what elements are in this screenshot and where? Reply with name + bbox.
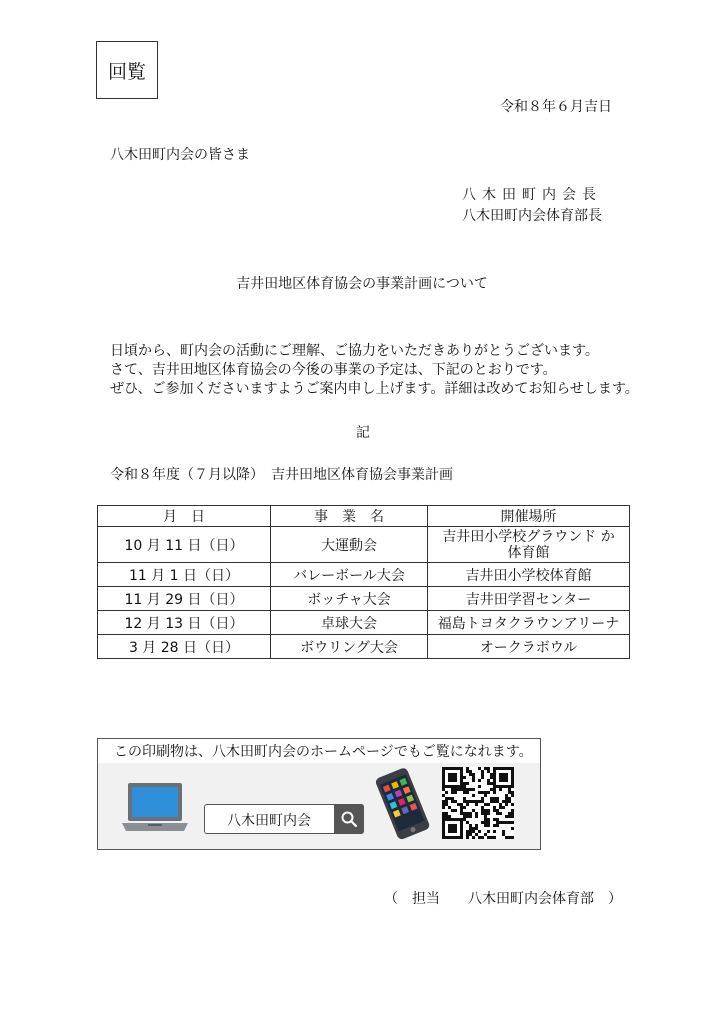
table-row — [98, 587, 630, 611]
cell-event: ボッチャ大会 — [271, 587, 428, 611]
cell-event: バレーボール大会 — [271, 563, 428, 587]
sender-sports-dept: 八木田町内会体育部長 — [462, 208, 602, 224]
cell-date: 11 月 29 日（日） — [98, 587, 271, 611]
cell-date: 11 月 1 日（日） — [98, 563, 271, 587]
cell-event: 大運動会 — [271, 527, 428, 563]
cell-venue: オークラボウル — [428, 635, 630, 659]
addressee: 八木田町内会の皆さま — [110, 147, 250, 163]
cell-event: ボウリング大会 — [271, 635, 428, 659]
banner-text: この印刷物は、八木田町内会のホームページでもご覧になれます。 — [114, 744, 533, 760]
search-icon — [340, 810, 358, 828]
footer-contact: （ 担当 八木田町内会体育部 ） — [384, 891, 622, 907]
table-row — [98, 611, 630, 635]
cell-venue: 吉井田学習センター — [428, 587, 630, 611]
banner-graphic-area — [98, 763, 540, 849]
cell-venue: 吉井田小学校グラウンド か 体育館 — [428, 527, 630, 563]
header-event: 事 業 名 — [271, 506, 428, 527]
circulation-stamp: 回覧 — [96, 41, 158, 99]
header-venue: 開催場所 — [428, 506, 630, 527]
body-line-3: ぜひ、ご参加くださいますようご案内申し上げます。詳細は改めてお知らせします。 — [110, 381, 639, 397]
header-date: 月 日 — [98, 506, 271, 527]
schedule-table — [97, 505, 630, 659]
smartphone-icon — [372, 767, 432, 843]
ki-heading: 記 — [356, 425, 370, 441]
document-title: 吉井田地区体育協会の事業計画について — [236, 276, 488, 292]
search-input-value: 八木田町内会 — [227, 813, 311, 829]
body-line-1: 日頃から、町内会の活動にご理解、ご協力をいただきありがとうございます。 — [110, 343, 599, 359]
cell-date: 10 月 11 日（日） — [98, 527, 271, 563]
cell-event: 卓球大会 — [271, 611, 428, 635]
table-row — [98, 563, 630, 587]
table-header-row — [98, 506, 630, 527]
cell-date: 3 月 28 日（日） — [98, 635, 271, 659]
search-box[interactable] — [204, 804, 364, 834]
laptop-icon — [120, 781, 190, 835]
table-row — [98, 527, 630, 563]
sender-chairman: 八木田町内会長 — [462, 187, 602, 203]
cell-venue: 吉井田小学校体育館 — [428, 563, 630, 587]
plan-title: 令和８年度（７月以降） 吉井田地区体育協会事業計画 — [110, 467, 453, 483]
cell-venue: 福島トヨタクラウンアリーナ — [428, 611, 630, 635]
cell-date: 12 月 13 日（日） — [98, 611, 271, 635]
table-row — [98, 635, 630, 659]
search-button[interactable] — [334, 804, 364, 834]
qr-code — [442, 767, 514, 839]
issue-date: 令和８年６月吉日 — [500, 99, 612, 115]
body-line-2: さて、吉井田地区体育協会の今後の事業の予定は、下記のとおりです。 — [110, 362, 557, 378]
homepage-banner — [97, 738, 541, 850]
